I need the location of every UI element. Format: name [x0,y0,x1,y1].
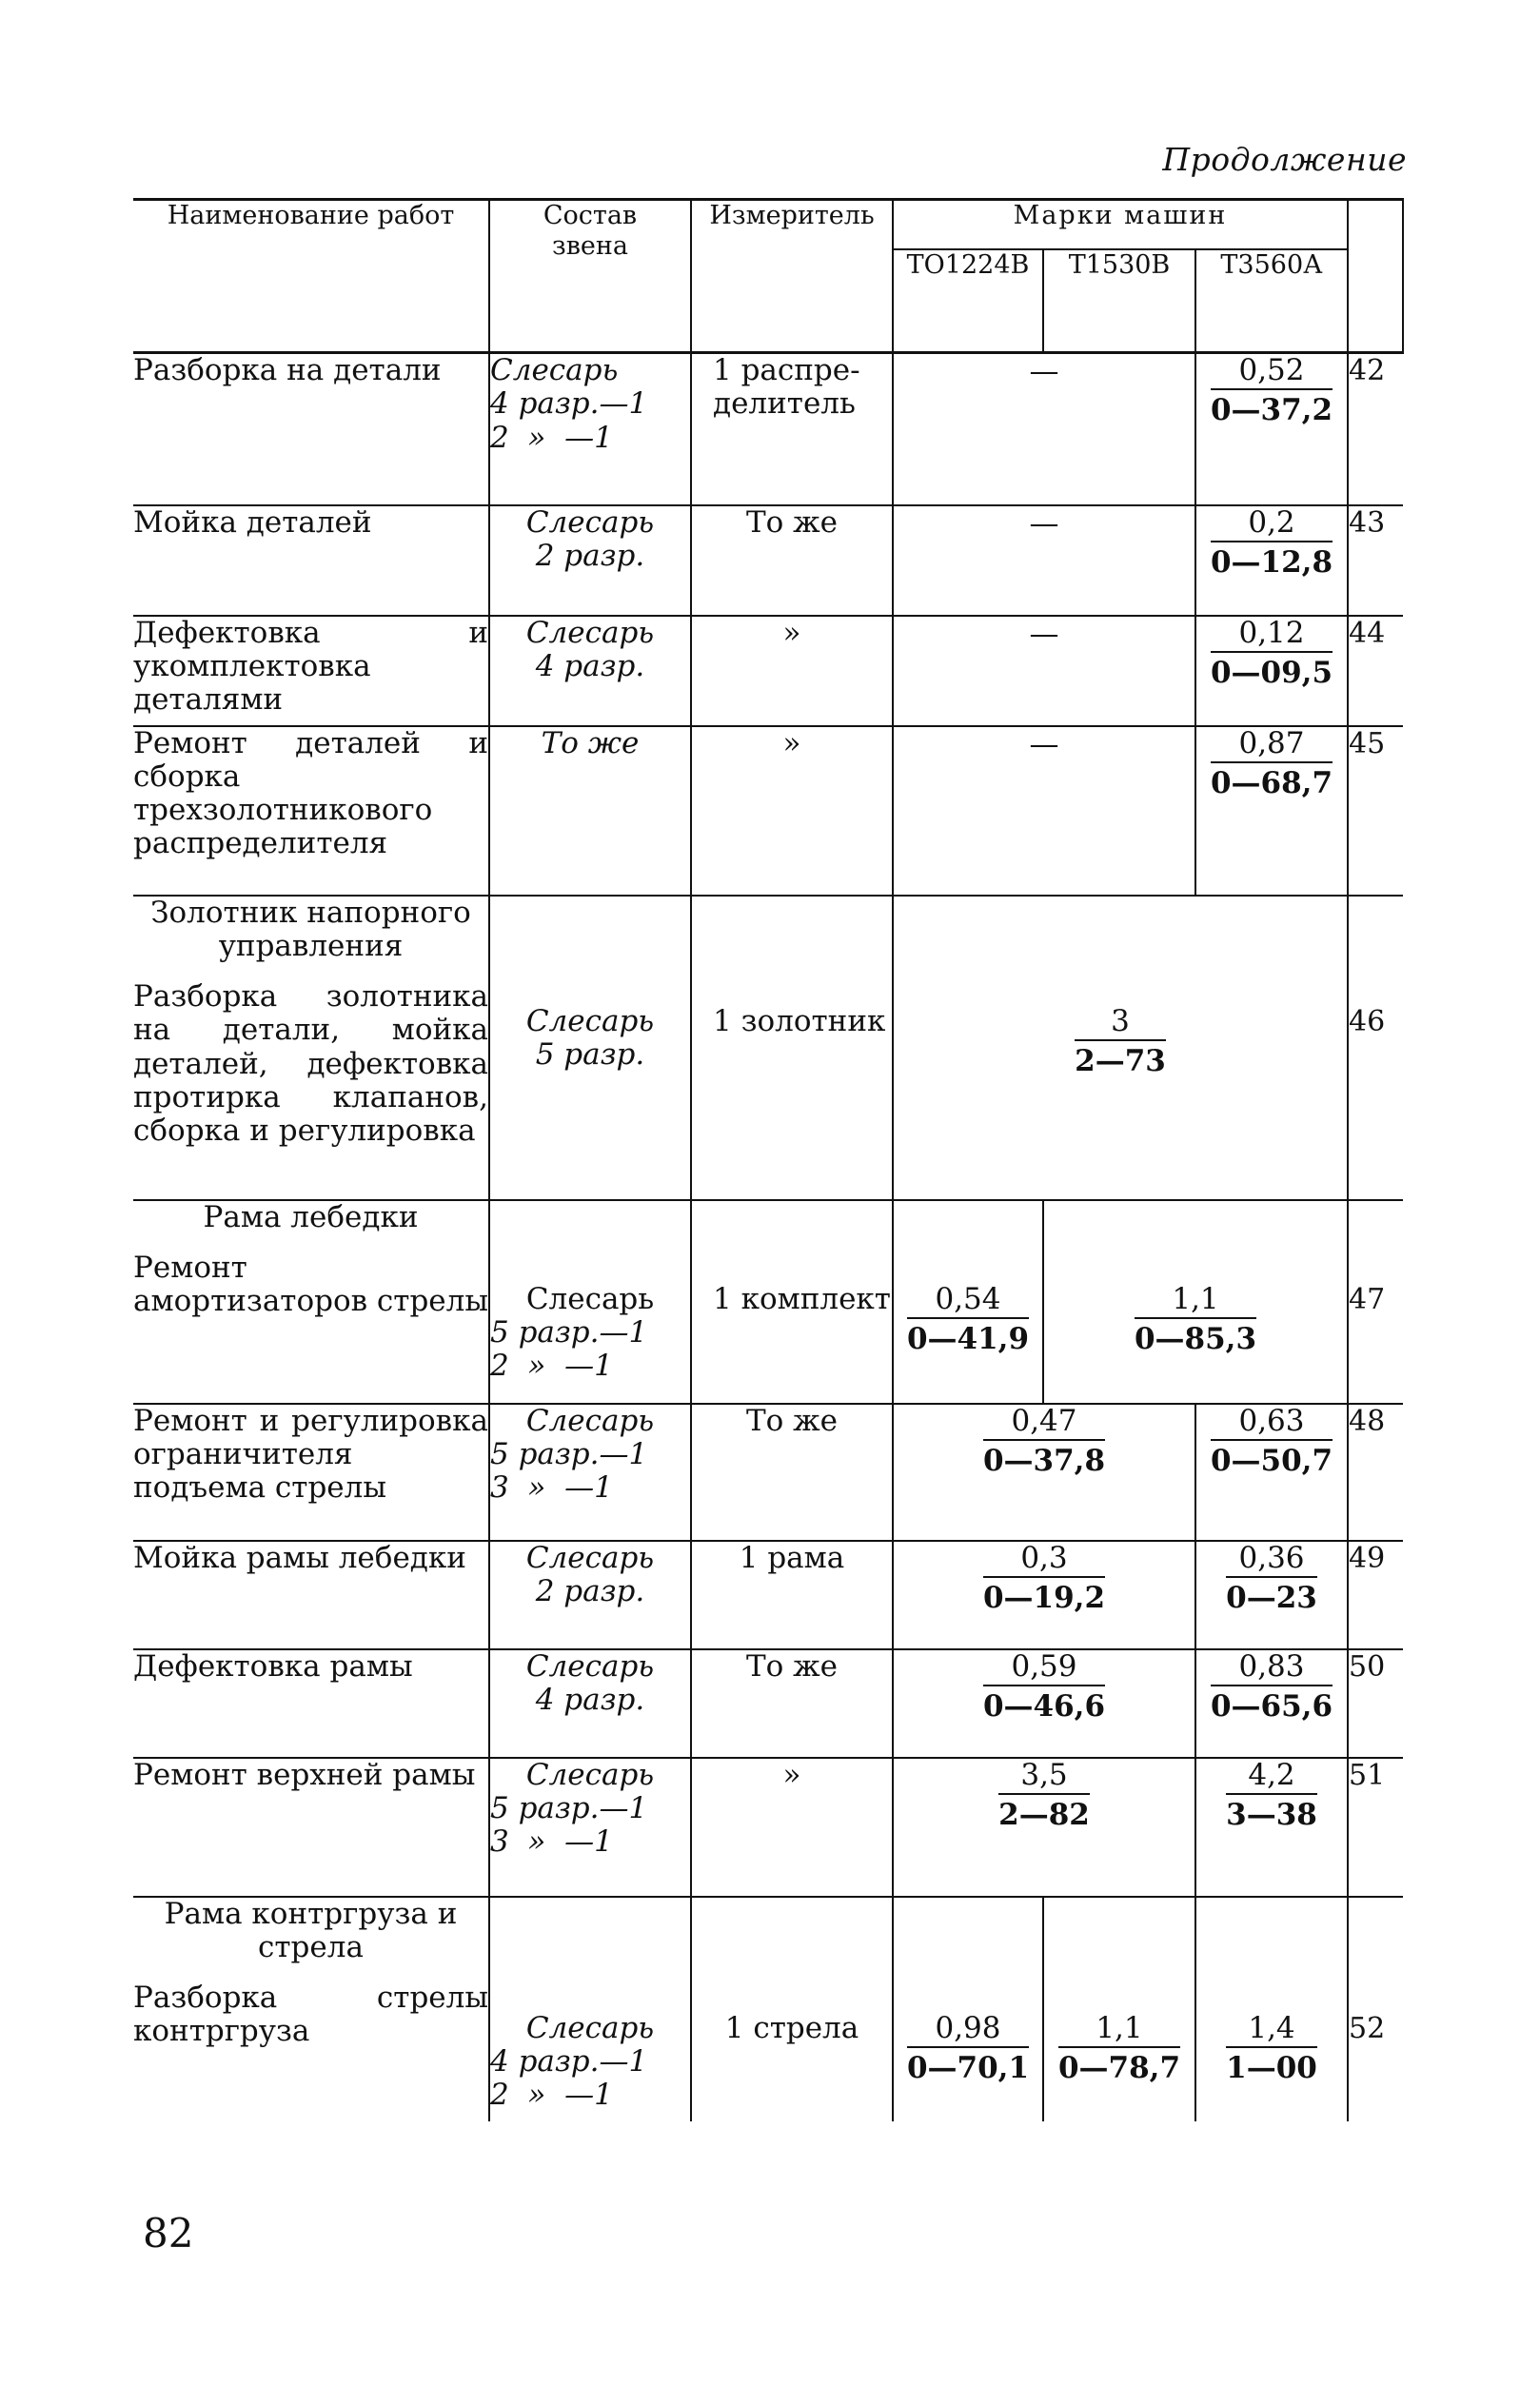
norm-value: $\frac{0,83}{0—65,6}$ [1195,1649,1348,1758]
norm-value: $\frac{3}{2—73}$ [893,896,1348,1200]
norm-value: $\frac{0,12}{0—09,5}$ [1195,616,1348,726]
norm-value: $\frac{0,98}{0—70,1}$ [893,1897,1043,2121]
norm-value: $\frac{0,52}{0—37,2}$ [1195,353,1348,505]
section-title: Рама лебедки [203,1199,419,1234]
header-name: Наименование работ [133,200,489,353]
table-row [133,1649,1403,1758]
header-crew: Состав звена [489,200,691,353]
header-measure: Измеритель [691,200,893,353]
table-row [133,353,1403,505]
row-number: 44 [1348,616,1403,726]
norm-value: $\frac{0,3}{0—19,2}$ [893,1541,1195,1649]
works-table [133,198,1404,2121]
header-number [1348,200,1403,353]
norm-dash: — [893,616,1195,726]
work-name: Мойка рамы лебедки [133,1541,489,1649]
norm-value: $\frac{0,2}{0—12,8}$ [1195,505,1348,616]
work-name: Дефектовка рамы [133,1649,489,1758]
work-name: Золотник напорного управления Разборка золотника на детали, мойка деталей, дефектовка протирка клапанов, сборка и регулировка [133,896,489,1200]
work-name: Ремонт и регулировка ограничителя подъема стрелы [133,1404,489,1541]
norm-value: $\frac{3,5}{2—82}$ [893,1758,1195,1897]
norm-value: $\frac{1,1}{0—78,7}$ [1043,1897,1195,2121]
measure-cell: То же [691,1404,893,1541]
row-number: 48 [1348,1404,1403,1541]
continuation-label: Продолжение [1162,141,1407,178]
norm-dash: — [893,353,1195,505]
crew-cell: Слесарь 5 разр. [489,896,691,1200]
norm-value: $\frac{0,47}{0—37,8}$ [893,1404,1195,1541]
norm-dash: — [893,505,1195,616]
table-row [133,1897,1403,2121]
measure-cell: То же [691,1649,893,1758]
table-row [133,505,1403,616]
table-row [133,616,1403,726]
header-machine-marks: Марки машин [893,200,1348,250]
row-number: 43 [1348,505,1403,616]
table-row [133,1758,1403,1897]
row-number: 49 [1348,1541,1403,1649]
row-number: 50 [1348,1649,1403,1758]
norm-value: $\frac{0,63}{0—50,7}$ [1195,1404,1348,1541]
norm-value: $\frac{0,87}{0—68,7}$ [1195,726,1348,896]
norm-value: $\frac{4,2}{3—38}$ [1195,1758,1348,1897]
work-name: Мойка деталей [133,505,489,616]
crew-cell: Слесарь 2 разр. [489,505,691,616]
row-number: 45 [1348,726,1403,896]
row-number: 52 [1348,1897,1403,2121]
work-name: Рама лебедки Ремонт амортизаторов стрелы [133,1200,489,1404]
header-brand-2: Т1530В [1043,249,1195,353]
row-number: 42 [1348,353,1403,505]
row-number: 47 [1348,1200,1403,1404]
crew-cell: Слесарь 4 разр. [489,1649,691,1758]
crew-cell: Слесарь 5 разр.—1 3 » —1 [489,1758,691,1897]
table-row [133,1541,1403,1649]
norm-value: $\frac{1,1}{0—85,3}$ [1043,1200,1348,1404]
measure-cell: » [691,726,893,896]
crew-cell: Слесарь 4 разр. [489,616,691,726]
norm-value: $\frac{0,54}{0—41,9}$ [893,1200,1043,1404]
measure-cell: То же [691,505,893,616]
measure-cell: 1 распре-делитель [691,353,893,505]
measure-cell: 1 рама [691,1541,893,1649]
work-name: Рама контргруза и стрела Разборка стрелы контргруза [133,1897,489,2121]
norm-dash: — [893,726,1195,896]
crew-cell: Слесарь 2 разр. [489,1541,691,1649]
table-row [133,726,1403,896]
crew-cell: Слесарь 5 разр.—1 3 » —1 [489,1404,691,1541]
crew-cell: Слесарь 5 разр.—1 2 » —1 [489,1200,691,1404]
table-row [133,896,1403,1200]
header-brand-1: ТО1224В [893,249,1043,353]
norm-value: $\frac{0,59}{0—46,6}$ [893,1649,1195,1758]
header-brand-3: Т3560А [1195,249,1348,353]
crew-cell: Слесарь 4 разр.—1 2 » —1 [489,1897,691,2121]
crew-cell: То же [489,726,691,896]
table-row [133,1404,1403,1541]
section-title: Рама контргруза и стрела [164,1896,458,1964]
measure-cell: 1 золотник [691,896,893,1200]
measure-cell: 1 комплект [691,1200,893,1404]
row-number: 51 [1348,1758,1403,1897]
work-name: Дефектовка и укомплектовка деталями [133,616,489,726]
table-row [133,1200,1403,1404]
crew-cell: Слесарь 4 разр.—1 2 » —1 [489,353,691,505]
page-number: 82 [143,2210,194,2257]
norm-value: $\frac{1,4}{1—00}$ [1195,1897,1348,2121]
work-name: Разборка на детали [133,353,489,505]
measure-cell: » [691,616,893,726]
measure-cell: » [691,1758,893,1897]
row-number: 46 [1348,896,1403,1200]
work-name: Ремонт деталей и сборка трехзолотникового распределителя [133,726,489,896]
measure-cell: 1 стрела [691,1897,893,2121]
norm-value: $\frac{0,36}{0—23}$ [1195,1541,1348,1649]
section-title: Золотник напорного управления [150,895,471,963]
work-name: Ремонт верхней рамы [133,1758,489,1897]
